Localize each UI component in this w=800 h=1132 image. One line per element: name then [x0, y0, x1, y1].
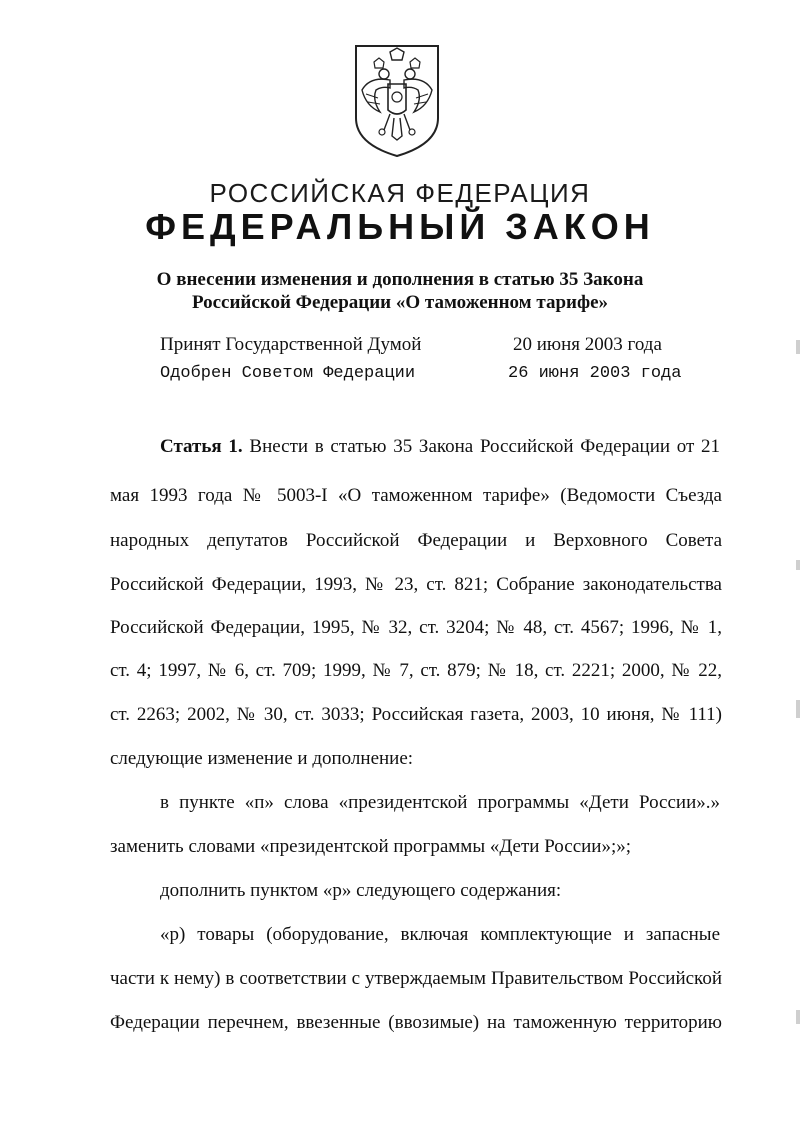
scan-edge-mark	[796, 700, 800, 718]
article-text-line: ст. 4; 1997, № 6, ст. 709; 1999, № 7, ст. 879; № 18, ст. 2221; 2000, № 22,	[110, 660, 722, 681]
law-title	[0, 268, 800, 314]
article-text-line: Внести в статью 35 Закона Российской Федерации от 21	[249, 436, 720, 457]
new-item-paragraph-line: «р) товары (оборудование, включая комплектующие и запасные	[160, 924, 720, 945]
article-1-first-line	[160, 436, 720, 458]
article-text-line: мая 1993 года № 5003-I «О таможенном тарифе» (Ведомости Съезда	[110, 485, 722, 506]
article-text-line: следующие изменение и дополнение:	[110, 748, 414, 769]
article-text-line: Российской Федерации, 1995, № 32, ст. 3204; № 48, ст. 4567; 1996, № 1,	[110, 617, 722, 638]
scan-edge-mark	[796, 560, 800, 570]
article-text-line: народных депутатов Российской Федерации и Верховного Совета	[110, 530, 722, 551]
scan-edge-mark	[796, 340, 800, 354]
document-type: ФЕДЕРАЛЬНЫЙ ЗАКОН	[145, 206, 655, 247]
addition-paragraph: дополнить пунктом «р» следующего содержания:	[160, 880, 562, 901]
country-name: РОССИЙСКАЯ ФЕДЕРАЦИЯ	[209, 178, 591, 208]
new-item-paragraph-line: части к нему) в соответствии с утверждаемым Правительством Российской	[110, 968, 722, 989]
amendment-paragraph-line: заменить словами «президентской программы «Дети России»;»;	[110, 836, 632, 857]
law-title-line-1: О внесении изменения и дополнения в статью 35 Закона	[156, 269, 644, 290]
article-text-line: ст. 2263; 2002, № 30, ст. 3033; Российская газета, 2003, 10 июня, № 111)	[110, 704, 722, 725]
coat-of-arms-emblem	[350, 40, 444, 160]
new-item-paragraph-line: Федерации перечнем, ввезенные (ввозимые) на таможенную территорию	[110, 1012, 722, 1033]
scan-edge-mark	[796, 1010, 800, 1024]
approved-by-council-date: 26 июня 2003 года	[508, 364, 682, 383]
adopted-by-duma-date: 20 июня 2003 года	[513, 334, 662, 355]
article-heading: Статья 1.	[160, 436, 243, 457]
article-text-line: Российской Федерации, 1993, № 23, ст. 821; Собрание законодательства	[110, 574, 722, 595]
law-title-line-2: Российской Федерации «О таможенном тарифе»	[191, 292, 609, 313]
approved-by-council-label: Одобрен Советом Федерации	[160, 364, 416, 383]
amendment-paragraph-line: в пункте «п» слова «президентской программы «Дети России».»	[160, 792, 720, 813]
adopted-by-duma-label: Принят Государственной Думой	[160, 334, 422, 355]
